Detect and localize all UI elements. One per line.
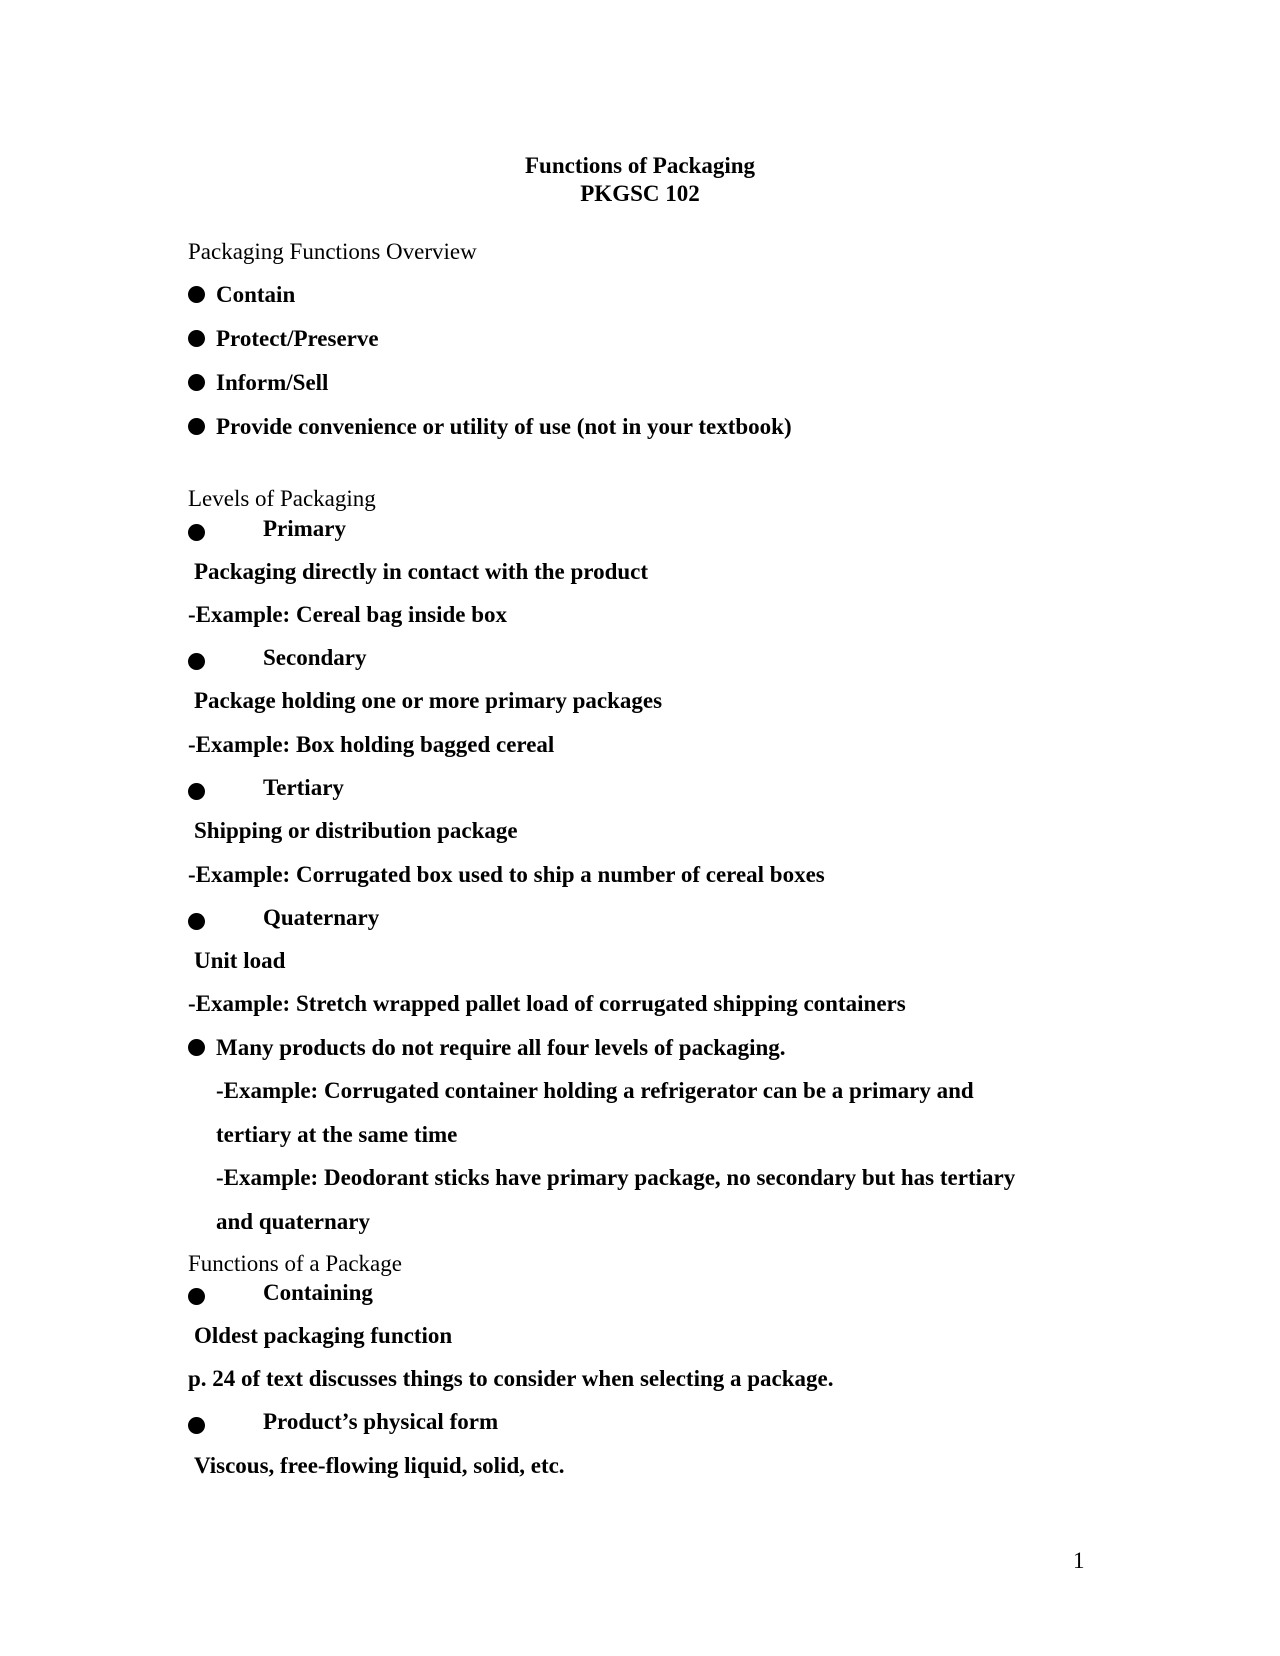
overview-item-protect: Protect/Preserve (216, 326, 379, 351)
bullet-icon (188, 286, 205, 303)
functions-heading: Functions of a Package (188, 1251, 402, 1276)
level-quaternary-description: Unit load (194, 948, 286, 973)
levels-note-example2-line2: and quaternary (216, 1209, 370, 1234)
function-physical-form-description: Viscous, free-flowing liquid, solid, etc. (194, 1453, 565, 1478)
level-primary-description: Packaging directly in contact with the product (194, 559, 649, 584)
level-tertiary-label: Tertiary (263, 775, 344, 800)
bullet-icon (188, 1039, 205, 1056)
level-tertiary-example: -Example: Corrugated box used to ship a number of cereal boxes (188, 862, 825, 887)
level-quaternary-label: Quaternary (263, 905, 380, 930)
bullet-icon (188, 653, 205, 670)
level-primary-example: -Example: Cereal bag inside box (188, 602, 508, 627)
overview-item-convenience: Provide convenience or utility of use (not in your textbook) (216, 414, 792, 439)
function-containing-label: Containing (263, 1280, 373, 1305)
levels-note: Many products do not require all four levels of packaging. (216, 1035, 786, 1060)
bullet-icon (188, 524, 205, 541)
bullet-icon (188, 418, 205, 435)
function-containing-description: Oldest packaging function (194, 1323, 453, 1348)
course-code: PKGSC 102 (580, 181, 700, 206)
document-title: Functions of Packaging (524, 153, 756, 178)
levels-heading: Levels of Packaging (188, 486, 376, 511)
level-secondary-description: Package holding one or more primary packages (194, 688, 663, 713)
overview-heading: Packaging Functions Overview (188, 239, 477, 264)
level-tertiary-description: Shipping or distribution package (194, 818, 518, 843)
bullet-icon (188, 913, 205, 930)
level-quaternary-example: -Example: Stretch wrapped pallet load of corrugated shipping containers (188, 991, 906, 1016)
overview-item-inform: Inform/Sell (216, 370, 329, 395)
bullet-icon (188, 330, 205, 347)
levels-note-example2-line1: -Example: Deodorant sticks have primary package, no secondary but has tertiary (216, 1165, 1016, 1190)
function-physical-form-label: Product’s physical form (263, 1409, 499, 1434)
level-secondary-label: Secondary (263, 645, 367, 670)
title-block (0, 152, 1280, 208)
levels-note-example1-line2: tertiary at the same time (216, 1122, 458, 1147)
bullet-icon (188, 1417, 205, 1434)
function-containing-reference: p. 24 of text discusses things to consider when selecting a package. (188, 1366, 834, 1391)
overview-item-contain: Contain (216, 282, 296, 307)
bullet-icon (188, 1288, 205, 1305)
bullet-icon (188, 374, 205, 391)
levels-note-example1-line1: -Example: Corrugated container holding a refrigerator can be a primary and (216, 1078, 974, 1103)
level-secondary-example: -Example: Box holding bagged cereal (188, 732, 555, 757)
page-number: 1 (1073, 1548, 1085, 1573)
bullet-icon (188, 783, 205, 800)
level-primary-label: Primary (263, 516, 347, 541)
